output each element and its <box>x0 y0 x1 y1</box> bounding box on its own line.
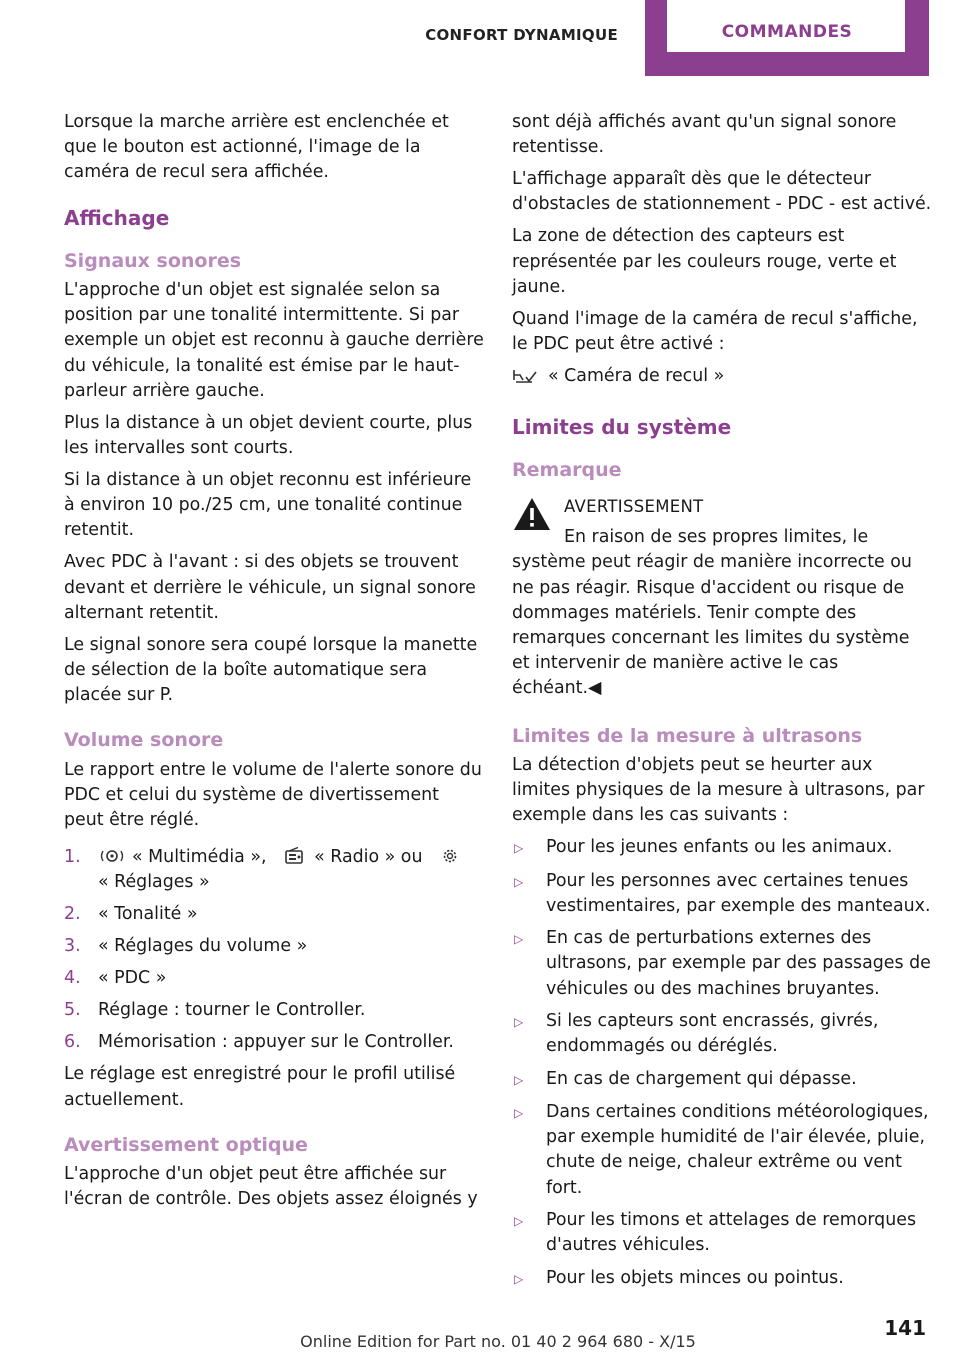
paragraph: Le signal sonore sera coupé lorsque la manette de sélection de la boîte automatique sera placée sur P. <box>64 634 478 706</box>
paragraph: Si la distance à un objet reconnu est inférieure à environ 10 po./25 cm, une tonalité continue retentit. <box>64 470 472 541</box>
page-number: 141 <box>884 1316 926 1340</box>
bullet-triangle-icon: ▷ <box>514 1106 524 1121</box>
heading-limites-systeme: Limites du système <box>512 415 732 440</box>
settings-icon <box>436 847 464 865</box>
list-item: ▷ Pour les personnes avec certaines tenues vestimentaires, par exemple des manteaux. <box>512 869 932 919</box>
chapter-tab-label: COMMANDES <box>721 22 853 42</box>
paragraph: Le rapport entre le volume de l'alerte sonore du PDC et celui du système de divertissement peut être réglé. <box>64 759 482 831</box>
right-column <box>512 110 932 1299</box>
section-title: CONFORT DYNAMIQUE <box>425 26 618 44</box>
heading-signaux-sonores: Signaux sonores <box>64 249 242 272</box>
heading-avertissement-optique: Avertissement optique <box>64 1133 308 1156</box>
list-item: 1. « Multimédia », « Radio » ou « Réglages » <box>64 845 484 895</box>
heading-affichage: Affichage <box>64 205 170 230</box>
radio-icon <box>280 847 308 865</box>
multimedia-icon <box>98 847 126 865</box>
list-item: ▷ Pour les jeunes enfants ou les animaux. <box>512 835 932 861</box>
bullet-triangle-icon: ▷ <box>514 1214 524 1229</box>
list-item: 2. « Tonalité » <box>64 904 198 925</box>
list-item: ▷ Dans certaines conditions météorologiques, par exemple humidité de l'air élevée, pluie, chute de neige, chaleur extrême ou vent fort. <box>512 1100 932 1201</box>
list-item: ▷ En cas de chargement qui dépasse. <box>512 1067 932 1093</box>
list-item: 6. Mémorisation : appuyer sur le Controller. <box>64 1032 454 1053</box>
list-item: ▷ En cas de perturbations externes des ultrasons, par exemple par des passages de véhicules ou des machines bruyantes. <box>512 926 932 1002</box>
list-item: 4. « PDC » <box>64 968 167 989</box>
camera-menu-item: « Caméra de recul » <box>512 364 932 389</box>
steps-list <box>64 845 484 1055</box>
bullet-triangle-icon: ▷ <box>514 932 524 947</box>
list-item: ▷ Si les capteurs sont encrassés, givrés, endommagés ou déréglés. <box>512 1009 932 1059</box>
conditions-list <box>512 835 932 1292</box>
paragraph: Avec PDC à l'avant : si des objets se trouvent devant et derrière le véhicule, un signal sonore alternant retentit. <box>64 552 476 623</box>
bullet-triangle-icon: ▷ <box>514 1072 524 1087</box>
edition-note: Online Edition for Part no. 01 40 2 964 680 - X/15 <box>300 1332 696 1351</box>
heading-limites-ultrasons: Limites de la mesure à ultrasons <box>512 724 863 747</box>
paragraph: Quand l'image de la caméra de recul s'affiche, le PDC peut être activé : <box>512 308 918 355</box>
heading-volume-sonore: Volume sonore <box>64 729 224 752</box>
list-item: 5. Réglage : tourner le Controller. <box>64 1000 366 1021</box>
warning-title: AVERTISSEMENT <box>564 496 704 516</box>
camera-icon <box>512 368 540 386</box>
paragraph: Le réglage est enregistré pour le profil utilisé actuellement. <box>64 1064 456 1110</box>
paragraph: Plus la distance à un objet devient courte, plus les intervalles sont courts. <box>64 412 473 459</box>
paragraph: La zone de détection des capteurs est représentée par les couleurs rouge, verte et jaune. <box>512 226 897 297</box>
list-item: 3. « Réglages du volume » <box>64 936 308 957</box>
list-item: ▷ Pour les objets minces ou pointus. <box>512 1266 932 1292</box>
page-header <box>0 0 960 76</box>
bullet-triangle-icon: ▷ <box>514 1015 524 1030</box>
bullet-triangle-icon: ▷ <box>514 874 524 889</box>
warning-body: En raison de ses propres limites, le système peut réagir de manière incorrecte ou ne pas réagir. Risque d'accident ou risque de dommages matériels. Tenir compte des remarques concernant les limites du système et intervenir de manière active le cas échéant.◀ <box>512 527 912 699</box>
paragraph: sont déjà affichés avant qu'un signal sonore retentisse. <box>512 112 897 158</box>
intro-paragraph: Lorsque la marche arrière est enclenchée et que le bouton est actionné, l'image de la caméra de recul sera affichée. <box>64 112 449 183</box>
warning-triangle-icon <box>512 496 552 533</box>
bullet-triangle-icon: ▷ <box>514 841 524 856</box>
paragraph: L'approche d'un objet est signalée selon sa position par une tonalité intermittente. Si par exemple un objet est reconnu à gauche derrière du véhicule, la tonalité est émise par le haut-parleur arrière gauche. <box>64 280 484 401</box>
paragraph: L'approche d'un objet peut être affichée sur l'écran de contrôle. Des objets assez éloignés y <box>64 1164 478 1210</box>
heading-remarque: Remarque <box>512 459 622 482</box>
bullet-triangle-icon: ▷ <box>514 1271 524 1286</box>
left-column <box>64 110 484 1219</box>
paragraph: L'affichage apparaît dès que le détecteur d'obstacles de stationnement - PDC - est activé. <box>512 169 932 215</box>
warning-box <box>512 494 932 702</box>
chapter-tab <box>645 0 929 76</box>
list-item: ▷ Pour les timons et attelages de remorques d'autres véhicules. <box>512 1208 932 1258</box>
paragraph: La détection d'objets peut se heurter aux limites physiques de la mesure à ultrasons, par exemple dans les cas suivants : <box>512 754 925 826</box>
